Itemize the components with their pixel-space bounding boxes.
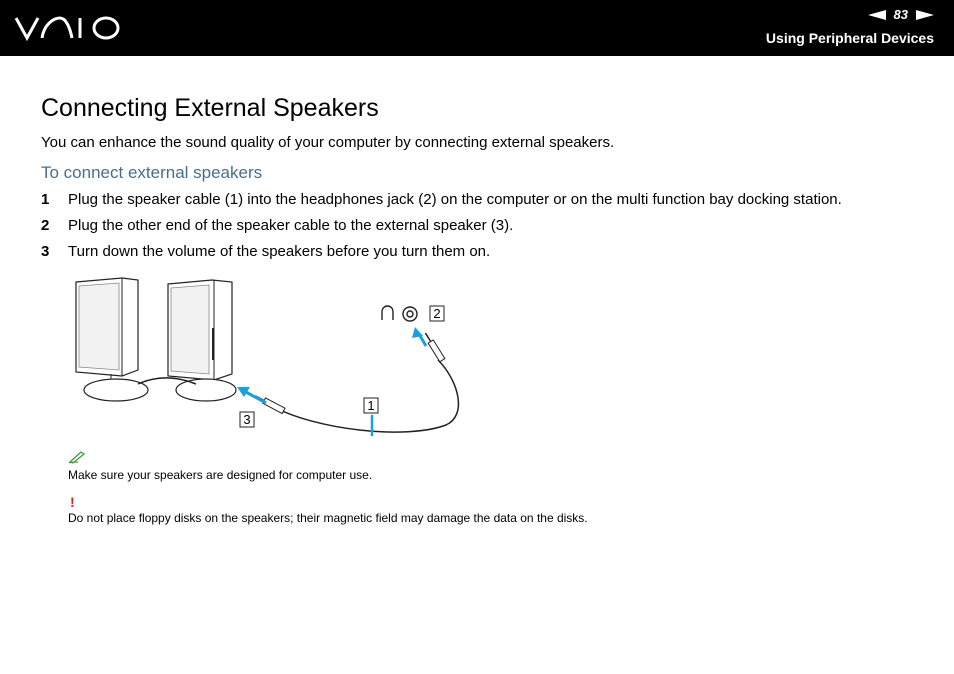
svg-text:1: 1	[367, 398, 375, 413]
left-speaker	[76, 278, 148, 401]
warning-icon: !	[70, 494, 75, 510]
svg-text:2: 2	[433, 306, 441, 321]
previous-page-icon[interactable]	[868, 10, 886, 20]
step-text: Plug the speaker cable (1) into the headphones jack (2) on the computer or on the multi function bay docking station.	[68, 191, 842, 208]
headphones-icon	[382, 306, 393, 320]
right-speaker	[168, 280, 236, 401]
steps-list	[41, 191, 842, 269]
step-item	[41, 191, 842, 217]
step-text: Turn down the volume of the speakers before you turn them on.	[68, 243, 491, 260]
note-text: Make sure your speakers are designed for computer use.	[68, 468, 373, 482]
page-title: Connecting External Speakers	[41, 94, 379, 122]
page-header	[0, 0, 954, 56]
intro-text: You can enhance the sound quality of your computer by connecting external speakers.	[41, 134, 615, 151]
callout-1	[364, 398, 378, 413]
headphone-jack-icon	[403, 307, 417, 321]
step-item	[41, 217, 842, 243]
page-navigation	[868, 7, 934, 22]
callout-3	[240, 412, 254, 427]
svg-text:3: 3	[243, 412, 251, 427]
next-page-icon[interactable]	[916, 10, 934, 20]
section-title: Using Peripheral Devices	[765, 30, 934, 46]
procedure-heading: To connect external speakers	[41, 163, 263, 182]
step-number: 2	[41, 217, 50, 234]
step-text: Plug the other end of the speaker cable to the external speaker (3).	[68, 217, 514, 234]
step-item	[41, 243, 842, 269]
vaio-logo	[14, 14, 124, 42]
speaker-connection-illustration	[66, 270, 466, 445]
warning-text: Do not place floppy disks on the speakers; their magnetic field may damage the data on the disks.	[68, 511, 588, 525]
step-number: 3	[41, 243, 50, 260]
page-number: 83	[893, 7, 908, 22]
pencil-note-icon	[68, 450, 86, 464]
callout-2	[430, 306, 444, 321]
step-number: 1	[41, 191, 50, 208]
